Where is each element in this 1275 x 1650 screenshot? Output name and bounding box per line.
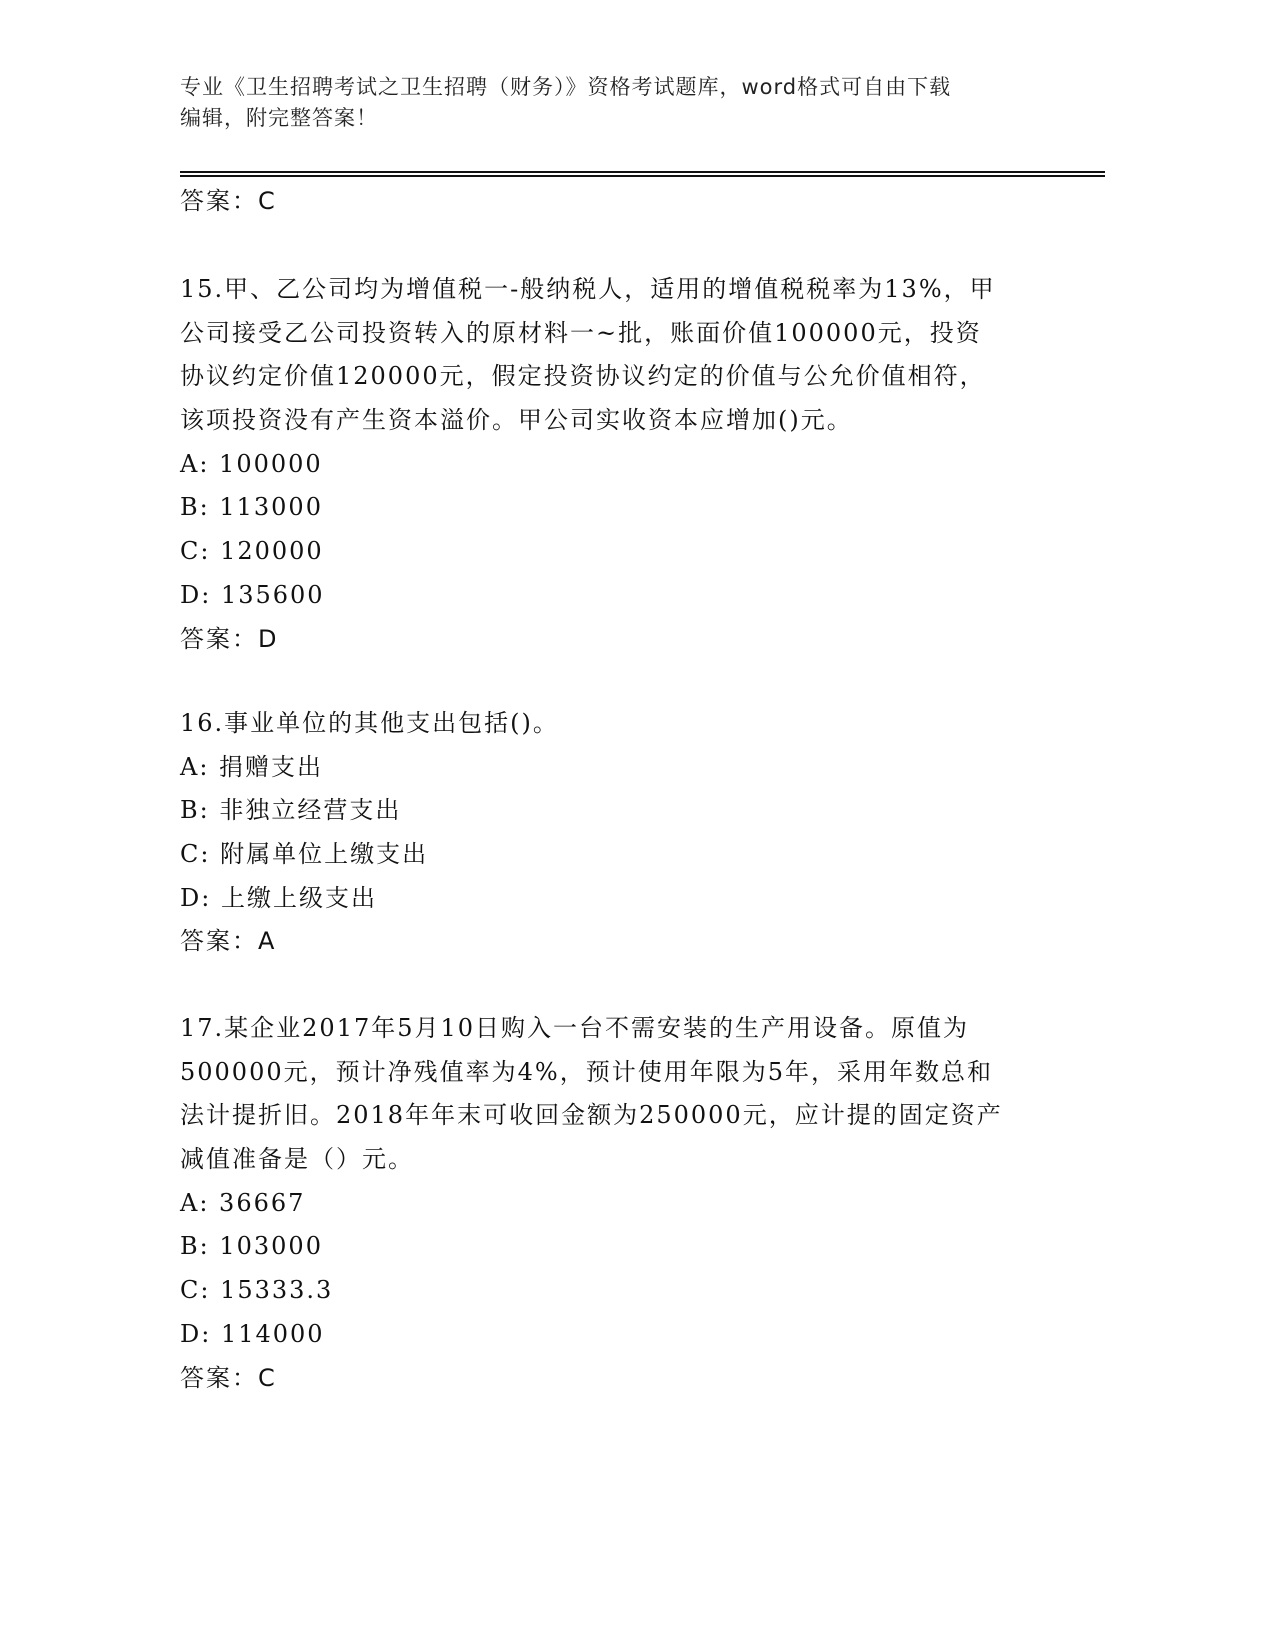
option-b: B: 103000 [180,1232,323,1261]
answer: 答案：D [180,624,279,653]
divider [180,171,1105,173]
answer: 答案：C [180,1363,277,1392]
question-17 [180,1007,1003,1400]
option-a: A: 36667 [180,1188,306,1217]
header-line: 编辑，附完整答案！ [180,106,378,130]
option-b: B: 非独立经营支出 [180,796,402,825]
answer: 答案：C [180,187,277,215]
question-text: 公司接受乙公司投资转入的原材料一~批，账面价值100000元，投资 [180,318,982,347]
option-a: A: 100000 [180,449,323,478]
question-16 [180,702,559,964]
previous-answer [180,180,277,224]
option-b: B: 113000 [180,493,323,522]
option-d: D: 114000 [180,1319,325,1348]
option-d: D: 上缴上级支出 [180,883,377,912]
option-c: C: 120000 [180,537,324,566]
option-c: C: 15333.3 [180,1276,334,1305]
question-text: 17.某企业2017年5月10日购入一台不需安装的生产用设备。原值为 [180,1014,970,1042]
option-d: D: 135600 [180,580,325,609]
question-text: 16.事业单位的其他支出包括()。 [180,709,559,737]
question-text: 15.甲、乙公司均为增值税一-般纳税人，适用的增值税税率为13%，甲 [180,275,996,303]
answer: 答案：A [180,927,277,956]
question-text: 协议约定价值120000元，假定投资协议约定的价值与公允价值相符， [180,362,986,391]
divider [180,175,1105,177]
option-a: A: 捐赠支出 [180,752,324,781]
question-15 [180,268,996,661]
document-header [180,72,951,134]
question-text: 500000元，预计净残值率为4%，预计使用年限为5年，采用年数总和 [180,1057,993,1086]
question-text: 减值准备是（）元。 [180,1145,414,1174]
option-c: C: 附属单位上缴支出 [180,840,429,869]
question-text: 法计提折旧。2018年年末可收回金额为250000元，应计提的固定资产 [180,1101,1003,1130]
header-line: 专业《卫生招聘考试之卫生招聘（财务）》资格考试题库，word格式可自由下载 [180,75,952,99]
question-text: 该项投资没有产生资本溢价。甲公司实收资本应增加()元。 [180,406,853,435]
